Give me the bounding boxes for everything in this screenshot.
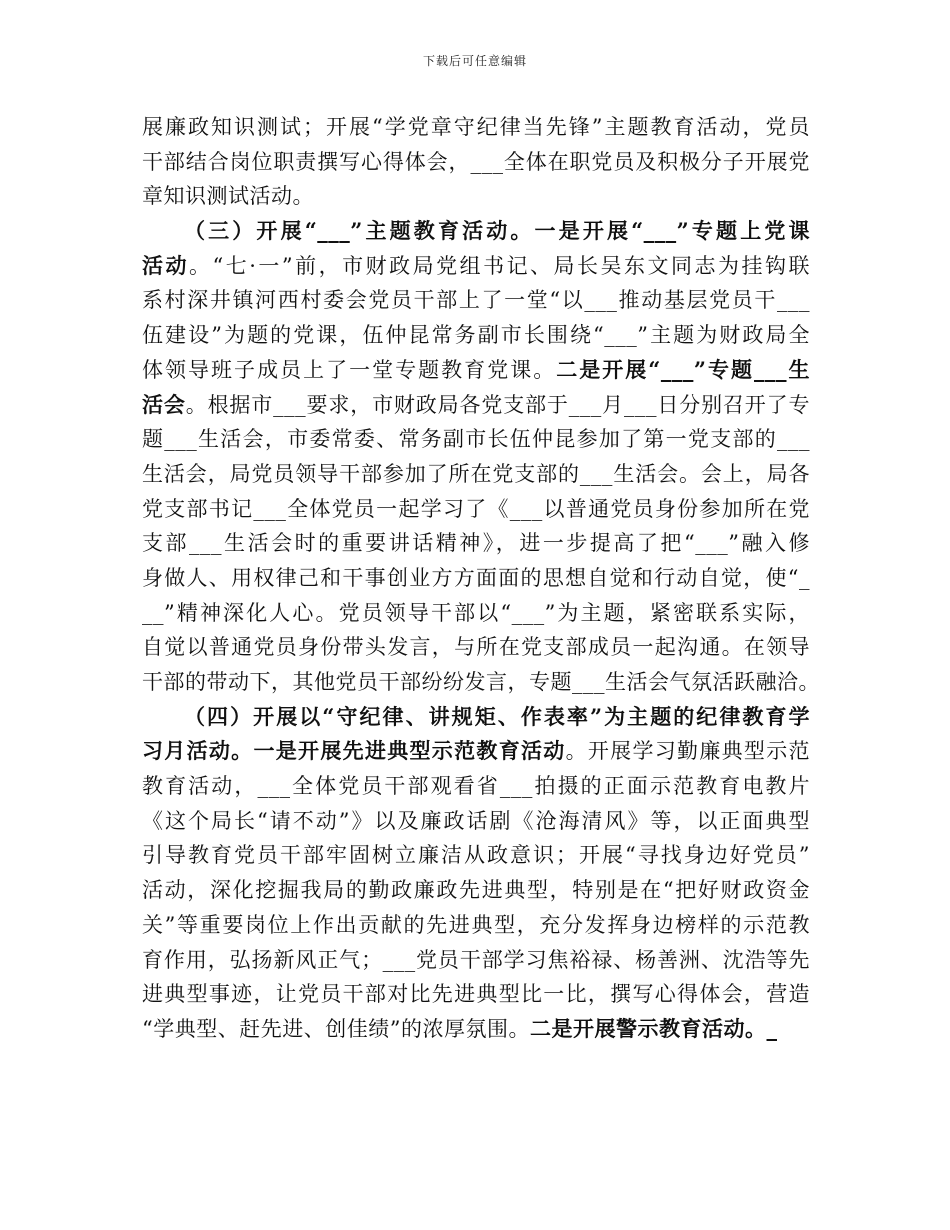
text-run: 关”等重要岗位上作出贡献的先进典型，充分发挥身边榜样的示范教 xyxy=(142,912,810,937)
text-run: 系村深井镇河西村委会党员干部上了一堂“以___推动基层党员干___ xyxy=(142,288,810,313)
text-line xyxy=(142,769,810,804)
text-run: 进典型事迹，让党员干部对比先进典型比一比，撰写心得体会，营造 xyxy=(142,982,810,1007)
text-run: 干部结合岗位职责撰写心得体会，___全体在职党员及积极分子开展党 xyxy=(142,149,810,174)
bold-text-run: （四）开展以“守纪律、讲规矩、作表率”为主题的纪律教育学 xyxy=(184,703,810,729)
text-line xyxy=(142,422,810,457)
text-run: 身做人、用权律己和干事创业方方面面的思想自觉和行动自觉，使“_ xyxy=(142,565,810,590)
text-line xyxy=(142,561,810,596)
text-run: 自觉以普通党员身份带头发言，与所在党支部成员一起沟通。在领导 xyxy=(142,635,810,660)
bold-text-run: （三）开展“___”主题教育活动。一是开展“___”专题上党课 xyxy=(184,218,810,244)
text-line xyxy=(142,283,810,318)
text-run: 。根据市___要求，市财政局各党支部于___月___日分别召开了专 xyxy=(185,392,811,417)
page-header: 下载后可任意编辑 xyxy=(422,54,527,68)
document-body xyxy=(142,110,820,1047)
text-line xyxy=(142,457,810,492)
text-line xyxy=(142,179,810,214)
text-line xyxy=(142,249,810,284)
text-run: 。开展学习勤廉典型示范 xyxy=(565,739,811,764)
text-line xyxy=(142,700,810,735)
text-line xyxy=(142,110,810,145)
text-line xyxy=(142,943,810,978)
text-line xyxy=(142,145,810,180)
text-line xyxy=(142,734,810,769)
text-line xyxy=(142,665,820,700)
text-line xyxy=(142,873,810,908)
text-run: 章知识测试活动。 xyxy=(142,184,314,209)
text-run: 干部的带动下，其他党员干部纷纷发言，专题___生活会气氛活跃融洽。 xyxy=(142,670,820,694)
text-line xyxy=(142,838,810,873)
text-line xyxy=(142,804,810,839)
text-run: “学典型、赶先进、创佳绩”的浓厚氛围。 xyxy=(142,1016,530,1041)
bold-text-run: 活会 xyxy=(142,391,186,417)
text-run: 体领导班子成员上了一堂专题教育党课。 xyxy=(142,357,557,382)
text-line xyxy=(142,318,810,353)
bold-text-run: 二是开展警示教育活动。_ xyxy=(529,1015,778,1041)
text-run: 育作用，弘扬新风正气；___党员干部学习焦裕禄、杨善洲、沈浩等先 xyxy=(142,947,810,972)
text-run: 党支部书记___全体党员一起学习了《___以普通党员身份参加所在党 xyxy=(142,496,810,521)
text-run: 引导教育党员干部牢固树立廉洁从政意识；开展“寻找身边好党员” xyxy=(142,843,810,868)
text-line xyxy=(142,526,810,561)
text-line xyxy=(142,908,810,943)
text-line xyxy=(142,492,810,527)
text-run: 展廉政知识测试；开展“学党章守纪律当先锋”主题教育活动，党员 xyxy=(142,115,810,139)
bold-text-run: 活动 xyxy=(142,252,189,278)
text-run: 教育活动，___全体党员干部观看省___拍摄的正面示范教育电教片 xyxy=(142,774,810,799)
text-run: 支部___生活会时的重要讲话精神》，进一步提高了把“___”融入修 xyxy=(142,531,810,556)
text-line xyxy=(142,388,810,423)
text-line xyxy=(142,596,810,631)
text-line xyxy=(142,353,810,388)
text-run: 题___生活会，市委常委、常务副市长伍仲昆参加了第一党支部的___ xyxy=(142,427,810,452)
text-line xyxy=(142,630,810,665)
text-run: 《这个局长“请不动”》以及廉政话剧《沧海清风》等，以正面典型 xyxy=(142,808,810,833)
text-run: 活动，深化挖掘我局的勤政廉政先进典型，特别是在“把好财政资金 xyxy=(142,878,810,903)
text-run: 生活会，局党员领导干部参加了所在党支部的___生活会。会上，局各 xyxy=(142,461,810,486)
text-line xyxy=(142,214,810,249)
text-run: 伍建设”为题的党课，伍仲昆常务副市长围绕“___”主题为财政局全 xyxy=(142,323,810,348)
text-line xyxy=(142,1012,810,1047)
text-run: 。“七·一”前，市财政局党组书记、局长吴东文同志为挂钩联 xyxy=(189,253,810,278)
bold-text-run: 二是开展“___”专题___生 xyxy=(556,356,810,382)
text-run: __”精神深化人心。党员领导干部以“___”为主题，紧密联系实际， xyxy=(142,600,810,625)
bold-text-run: 习月活动。一是开展先进典型示范教育活动 xyxy=(142,738,566,764)
text-line xyxy=(142,977,810,1012)
